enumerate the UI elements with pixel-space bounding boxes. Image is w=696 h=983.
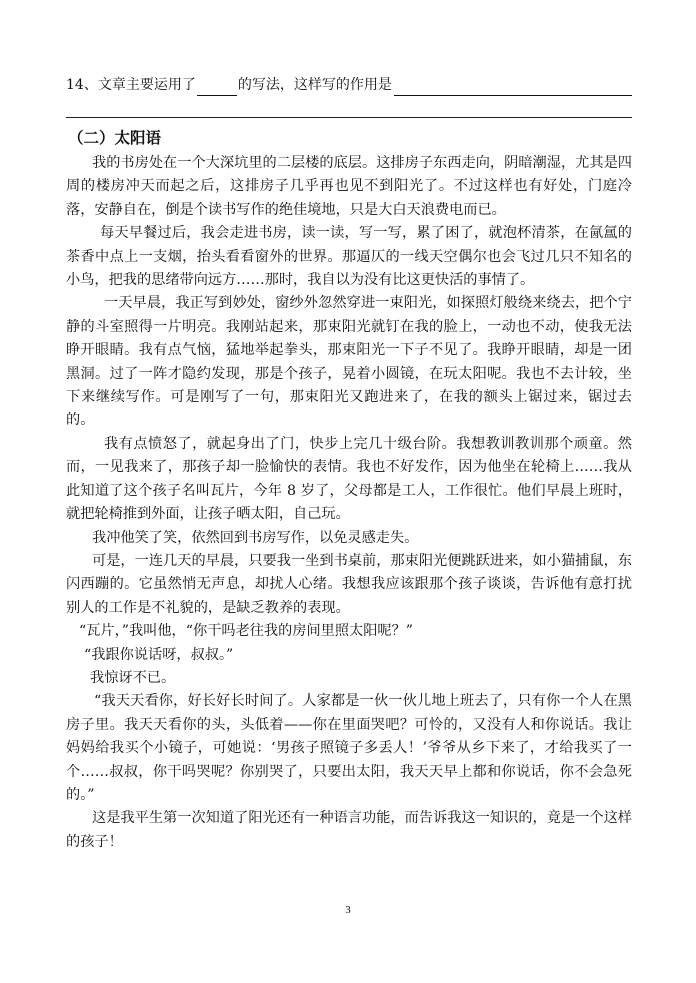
page-number: 3 [345,904,351,916]
section-divider [66,117,632,118]
paragraph-10: “我天天看你，好长好长时间了。人家都是一伙一伙儿地上班去了，只有你一个人在黑房子里。我天天看你的头，头低着——你在里面哭吧？可怜的，又没有人和你说话。我让妈妈给我买个小镜子，可她说：‘男孩子照镜子多丢人！’爷爷从乡下来了，才给我买了一个……叔叔，你干吗哭呢？你别哭了，只要出太阳，我天天早上都和你说话，你不会急死的。” [66,693,632,803]
answer-blank-effect[interactable] [394,80,632,96]
paragraph-8: “我跟你说话呀，叔叔。” [84,646,234,663]
paragraph-4: 我有点愤怒了，就起身出了门，快步上完几十级台阶。我想教训教训那个顽童。然而，一见我来了，那孩子却一脸愉快的表情。我也不好发作，因为他坐在轮椅上……我从此知道了这个孩子名叫瓦片，今年 8 岁了，父母都是工人，工作很忙。他们早晨上班时，就把轮椅推到外面，让孩子晒太阳，自己玩。 [66,435,632,523]
paragraph-6: 可是，一连几天的早晨，只要我一坐到书桌前，那束阳光便跳跃进来，如小猫捕鼠，东闪西蹦的。它虽然悄无声息，却扰人心绪。我想我应该跟那个孩子谈谈，告诉他有意打扰别人的工作是不礼貌的，是缺乏教养的表现。 [66,552,632,616]
paragraph-5: 我冲他笑了笑，依然回到书房写作，以免灵感走失。 [92,529,419,546]
paragraph-11: 这是我平生第一次知道了阳光还有一种语言功能，而告诉我这一知识的，竟是一个这样的孩子！ [66,810,632,850]
question-middle: 的写法，这样写的作用是 [237,77,392,93]
article-body [66,152,632,854]
section-title: （二）太阳语 [68,129,162,147]
paragraph-1: 我的书房处在一个大深坑里的二层楼的底层。这排房子东西走向，阴暗潮湿，尤其是四周的楼房冲天而起之后，这排房子几乎再也见不到阳光了。不过这样也有好处，门庭冷落，安静自在，倒是个读书写作的绝佳境地，只是大白天浪费电而已。 [66,155,632,218]
answer-blank-method[interactable] [197,80,237,96]
paragraph-9: 我惊讶不已。 [90,669,176,686]
question-prefix: 14、文章主要运用了 [66,77,196,93]
paragraph-2: 每天早餐过后，我会走进书房，读一读，写一写，累了困了，就泡杯清茶，在氤氲的茶香中点上一支烟，抬头看看窗外的世界。那逼仄的一线天空偶尔也会飞过几只不知名的小鸟，把我的思绪带向远方……那时，我自以为没有比这更快活的事情了。 [66,225,632,289]
paragraph-3: 一天早晨，我正写到妙处，窗纱外忽然穿进一束阳光，如探照灯般绕来绕去，把个宁静的斗室照得一片明亮。我刚站起来，那束阳光就钉在我的脸上，一动也不动，使我无法睁开眼睛。我有点气恼，猛地举起拳头，那束阳光一下子不见了。我睁开眼睛，却是一团黑洞。过了一阵才隐约发现，那是个孩子，晃着小圆镜，在玩太阳呢。我也不去计较，坐下来继续写作。可是刚写了一句，那束阳光又跑进来了，在我的额头上锯过来，锯过去的。 [66,295,632,429]
question-14 [66,74,632,96]
paragraph-7: “瓦片，”我叫他，“你干吗老往我的房间里照太阳呢？” [79,623,414,640]
